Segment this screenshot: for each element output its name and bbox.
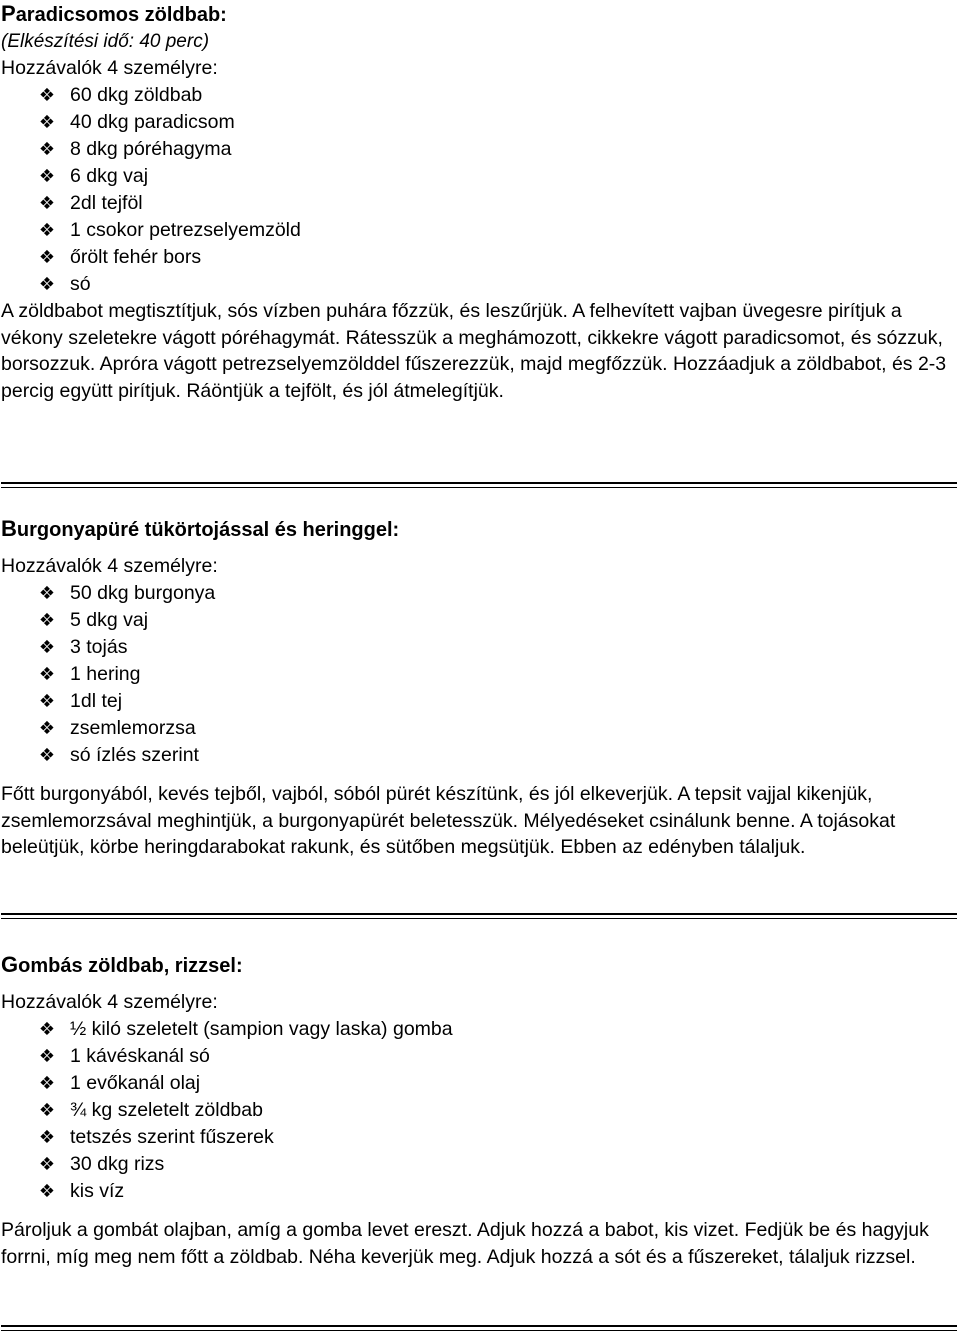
ingredient-text: 1 csokor petrezselyemzöld — [70, 219, 301, 241]
diamond-bullet-icon: ❖ — [38, 112, 56, 132]
list-item — [1, 1070, 956, 1097]
diamond-bullet-icon: ❖ — [38, 247, 56, 267]
instructions: Főtt burgonyából, kevés tejből, vajból, sóból pürét készítünk, és jól elkeverjük. A tepsit vajjal kikenjük, zsemlemorzsával meghintjük, a burgonyapürét beletesszük. Mélyedéseket csinálunk benne. A tojásokat beleütjük, körbe heringdarabokat rakunk, és sütőben megsütjük. Ebben az edényben tálaljuk. — [1, 783, 896, 858]
ingredient-text: 5 dkg vaj — [70, 609, 149, 631]
ingredients-list — [1, 1016, 956, 1205]
list-item — [1, 607, 956, 634]
diamond-bullet-icon: ❖ — [38, 220, 56, 240]
ingredient-text: 2dl tejföl — [70, 192, 143, 214]
recipe-title — [1, 515, 956, 543]
ingredients-list — [1, 580, 956, 769]
ingredient-text: 1 evőkanál olaj — [70, 1072, 201, 1094]
diamond-bullet-icon: ❖ — [38, 745, 56, 765]
list-item — [1, 244, 956, 271]
ingredient-text: ¾ kg szeletelt zöldbab — [70, 1099, 263, 1121]
ingredients-label: Hozzávalók 4 személyre: — [1, 991, 218, 1013]
diamond-bullet-icon: ❖ — [38, 1100, 56, 1120]
list-item — [1, 634, 956, 661]
diamond-bullet-icon: ❖ — [38, 1154, 56, 1174]
ingredient-text: 50 dkg burgonya — [70, 582, 216, 604]
diamond-bullet-icon: ❖ — [38, 1019, 56, 1039]
ingredient-text: 1dl tej — [70, 690, 123, 712]
list-item — [1, 109, 956, 136]
list-item — [1, 580, 956, 607]
ingredient-text: 1 kávéskanál só — [70, 1045, 210, 1067]
ingredients-label: Hozzávalók 4 személyre: — [1, 555, 218, 577]
list-item — [1, 1016, 956, 1043]
section-divider — [1, 1325, 957, 1327]
ingredient-text: 6 dkg vaj — [70, 165, 149, 187]
diamond-bullet-icon: ❖ — [38, 139, 56, 159]
title-rest: aradicsomos zöldbab: — [15, 4, 227, 26]
recipe-title — [1, 951, 956, 979]
recipe-title — [1, 0, 956, 28]
list-item — [1, 82, 956, 109]
title-first-letter: G — [1, 952, 19, 977]
list-item — [1, 661, 956, 688]
recipe-gombas-zoldbab — [1, 951, 956, 1270]
instructions: Pároljuk a gombát olajban, amíg a gomba levet ereszt. Adjuk hozzá a babot, kis vizet. Fedjük be és hagyjuk forrni, míg meg nem főtt a zöldbab. Néha keverjük meg. Adjuk hozzá a sót és a fűszereket, tálaljuk rizzsel. — [1, 1219, 929, 1268]
list-item — [1, 715, 956, 742]
section-divider — [1, 482, 957, 484]
diamond-bullet-icon: ❖ — [38, 1073, 56, 1093]
title-rest: urgonyapüré tükörtojással és heringgel: — [16, 519, 400, 541]
recipe-burgonyapure — [1, 515, 956, 861]
diamond-bullet-icon: ❖ — [38, 718, 56, 738]
ingredient-text: tetszés szerint fűszerek — [70, 1126, 274, 1148]
ingredient-text: 3 tojás — [70, 636, 128, 658]
ingredient-text: kis víz — [70, 1180, 125, 1202]
list-item — [1, 1151, 956, 1178]
section-divider — [1, 913, 957, 915]
diamond-bullet-icon: ❖ — [38, 274, 56, 294]
diamond-bullet-icon: ❖ — [38, 637, 56, 657]
ingredient-text: só — [70, 273, 91, 295]
ingredients-label: Hozzávalók 4 személyre: — [1, 57, 218, 79]
instructions: A zöldbabot megtisztítjuk, sós vízben puhára főzzük, és leszűrjük. A felhevített vajban üvegesre pirítjuk a vékony szeletekre vágott póréhagymát. Rátesszük a meghámozott, cikkekre vágott paradicsomot, és sózzuk, borsozzuk. Apróra vágott petrezselyemzölddel fűszerezzük, majd megfőzzük. Hozzáadjuk a zöldbabot, és 2-3 percig együtt pirítjuk. Ráöntjük a tejfölt, és jól átmelegítjük. — [1, 300, 947, 402]
ingredient-text: 1 hering — [70, 663, 141, 685]
ingredients-list — [1, 82, 956, 298]
diamond-bullet-icon: ❖ — [38, 1046, 56, 1066]
diamond-bullet-icon: ❖ — [38, 193, 56, 213]
list-item — [1, 1097, 956, 1124]
title-first-letter: B — [1, 516, 17, 541]
diamond-bullet-icon: ❖ — [38, 664, 56, 684]
diamond-bullet-icon: ❖ — [38, 583, 56, 603]
list-item — [1, 1178, 956, 1205]
title-rest: ombás zöldbab, rizzsel: — [18, 955, 243, 977]
diamond-bullet-icon: ❖ — [38, 85, 56, 105]
prep-time: (Elkészítési idő: 40 perc) — [1, 31, 210, 52]
list-item — [1, 190, 956, 217]
ingredient-text: 30 dkg rizs — [70, 1153, 165, 1175]
ingredient-text: 8 dkg póréhagyma — [70, 138, 232, 160]
diamond-bullet-icon: ❖ — [38, 1127, 56, 1147]
list-item — [1, 688, 956, 715]
list-item — [1, 217, 956, 244]
ingredient-text: ½ kiló szeletelt (sampion vagy laska) gomba — [70, 1018, 453, 1040]
list-item — [1, 136, 956, 163]
list-item — [1, 742, 956, 769]
list-item — [1, 163, 956, 190]
list-item — [1, 1124, 956, 1151]
diamond-bullet-icon: ❖ — [38, 610, 56, 630]
list-item — [1, 1043, 956, 1070]
ingredient-text: só ízlés szerint — [70, 744, 199, 766]
diamond-bullet-icon: ❖ — [38, 691, 56, 711]
ingredient-text: 60 dkg zöldbab — [70, 84, 203, 106]
title-first-letter: P — [1, 1, 16, 26]
recipe-paradicsomos-zoldbab — [1, 0, 956, 404]
ingredient-text: zsemlemorzsa — [70, 717, 196, 739]
ingredient-text: 40 dkg paradicsom — [70, 111, 235, 133]
ingredient-text: őrölt fehér bors — [70, 246, 202, 268]
list-item — [1, 271, 956, 298]
diamond-bullet-icon: ❖ — [38, 166, 56, 186]
diamond-bullet-icon: ❖ — [38, 1181, 56, 1201]
